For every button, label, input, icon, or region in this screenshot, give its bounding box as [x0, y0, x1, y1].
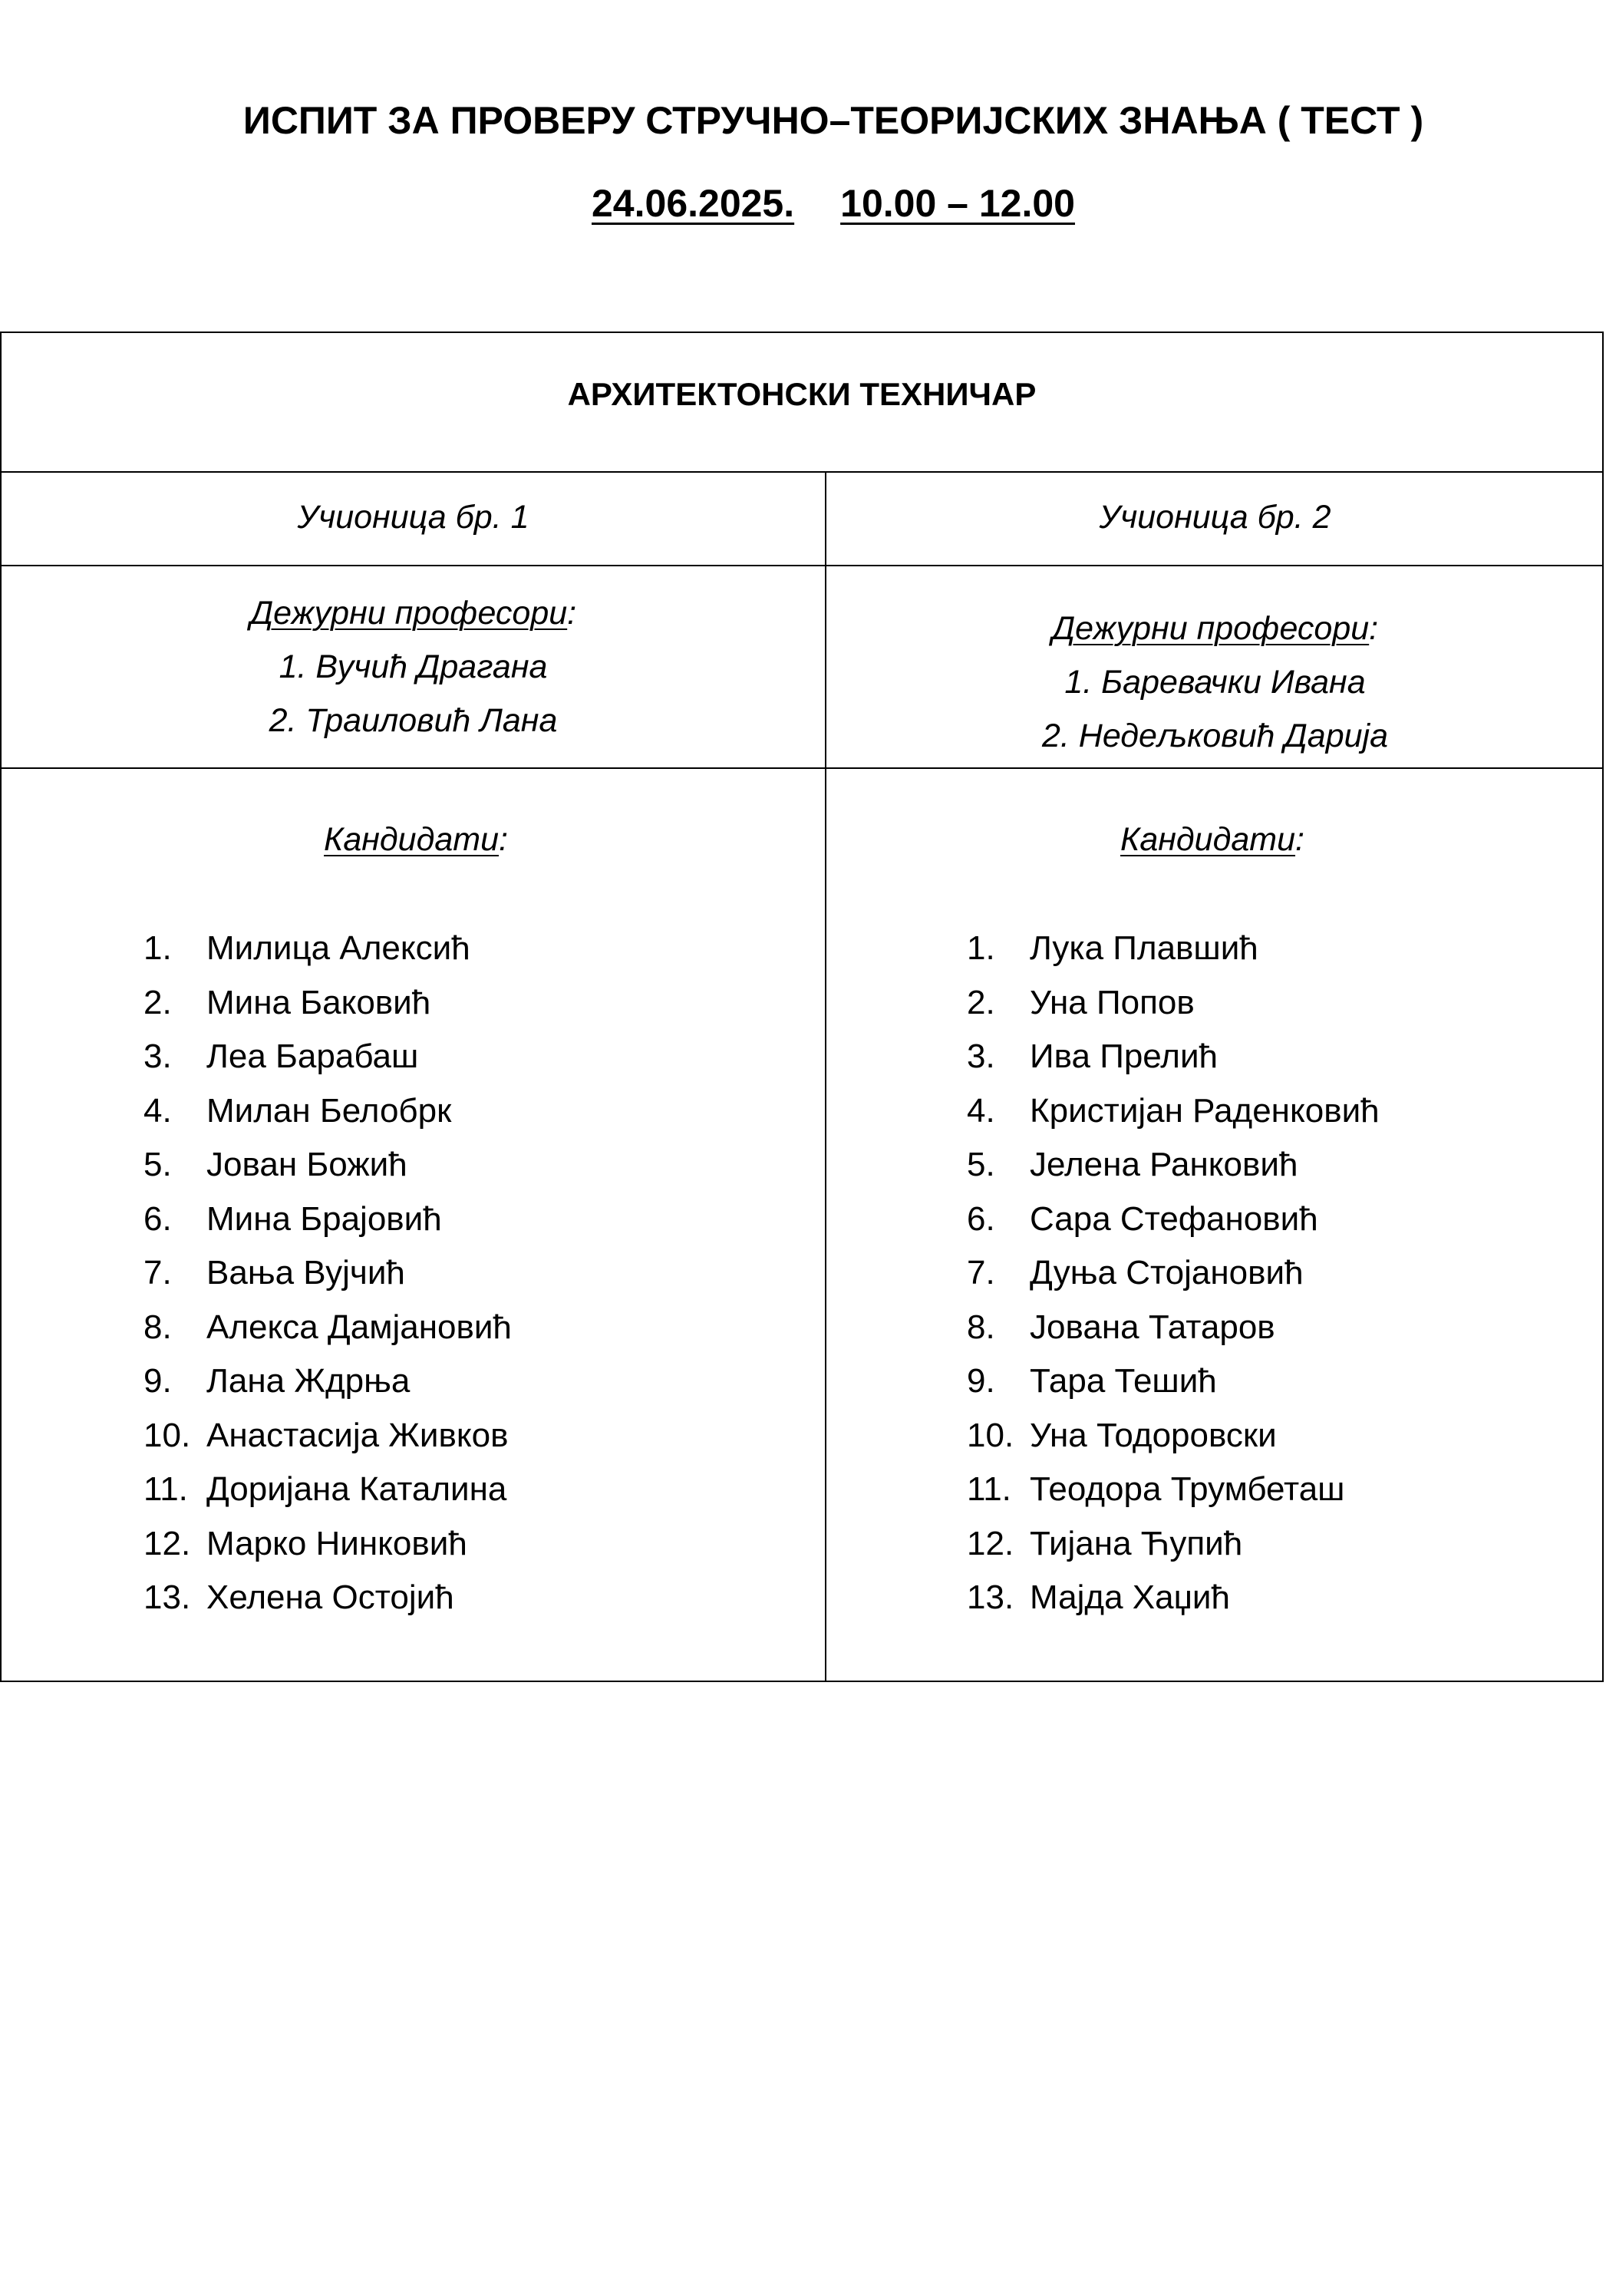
supervisor-item: 2. Недељковић Дарија — [1041, 718, 1389, 754]
list-item: 2. Уна Попов — [967, 983, 1195, 1021]
list-item: 7. Вања Вујчић — [143, 1254, 405, 1292]
room-1-candidate-list — [143, 922, 512, 1625]
room-2-candidate-list — [967, 922, 1380, 1625]
room-2-label: Учионица бр. 2 — [1099, 499, 1331, 536]
list-item: 8. Алекса Дамјановић — [143, 1308, 512, 1346]
list-item: 10. Уна Тодоровски — [967, 1416, 1277, 1454]
list-item: 4. Милан Белобрк — [143, 1091, 452, 1130]
supervisor-item: 2. Траиловић Лана — [269, 702, 558, 739]
list-item: 9. Лана Ждрња — [143, 1362, 411, 1400]
table-divider — [2, 767, 1602, 769]
exam-date-time — [0, 181, 1606, 226]
section-title: АРХИТЕКТОНСКИ ТЕХНИЧАР — [567, 376, 1037, 412]
list-item: 3. Леа Барабаш — [143, 1037, 419, 1075]
list-item: 10. Анастасија Живков — [143, 1416, 509, 1454]
supervisor-item: 1. Вучић Драгана — [279, 648, 548, 685]
list-item: 11. Теодора Трумбеташ — [967, 1470, 1345, 1508]
supervisors-label: Дежурни професори — [249, 595, 568, 632]
list-item: 4. Кристијан Раденковић — [967, 1091, 1380, 1130]
page-title: ИСПИТ ЗА ПРОВЕРУ СТРУЧНО–ТЕОРИЈСКИХ ЗНАЊА ( ТЕСТ ) — [242, 99, 1424, 142]
list-item: 5. Јелена Ранковић — [967, 1146, 1298, 1183]
list-item: 13. Мајда Хаџић — [967, 1578, 1230, 1616]
list-item: 5. Јован Божић — [143, 1146, 407, 1183]
list-item: 6. Сара Стефановић — [967, 1199, 1318, 1238]
list-item: 6. Мина Брајовић — [143, 1199, 442, 1238]
list-item: 3. Ива Прелић — [967, 1037, 1219, 1075]
list-item: 1. Милица Алексић — [143, 929, 470, 967]
list-item: 9. Тара Тешић — [967, 1362, 1217, 1400]
list-item: 11. Доријана Каталина — [143, 1470, 507, 1508]
candidates-label: Кандидати — [1120, 821, 1296, 858]
room-1-candidates-heading: Кандидати: — [324, 821, 508, 858]
list-item: 2. Мина Баковић — [143, 983, 431, 1021]
list-item: 7. Дуња Стојановић — [967, 1254, 1304, 1292]
table-divider — [2, 471, 1602, 473]
exam-schedule-table — [0, 332, 1604, 1682]
list-item: 1. Лука Плавшић — [967, 929, 1258, 967]
list-item: 12. Марко Нинковић — [143, 1524, 467, 1562]
candidates-label: Кандидати — [324, 821, 500, 858]
room-2-candidates-heading: Кандидати: — [1120, 821, 1304, 858]
room-1-label: Учионица бр. 1 — [297, 499, 529, 536]
supervisors-label: Дежурни професори — [1051, 610, 1370, 647]
room-1-supervisors: Дежурни професори: 1. Вучић Драгана 2. Траиловић Лана — [2, 586, 825, 747]
table-divider — [2, 565, 1602, 566]
room-2-supervisors: Дежурни професори: 1. Баревачки Ивана 2. Недељковић Дарија — [826, 602, 1604, 763]
list-item: 13. Хелена Остојић — [143, 1578, 454, 1616]
exam-date: 24.06.2025. — [592, 182, 795, 225]
exam-time: 10.00 – 12.00 — [840, 182, 1075, 225]
list-item: 12. Тијана Ћупић — [967, 1524, 1243, 1562]
supervisor-item: 1. Баревачки Ивана — [1064, 664, 1366, 701]
list-item: 8. Јована Татаров — [967, 1308, 1275, 1346]
